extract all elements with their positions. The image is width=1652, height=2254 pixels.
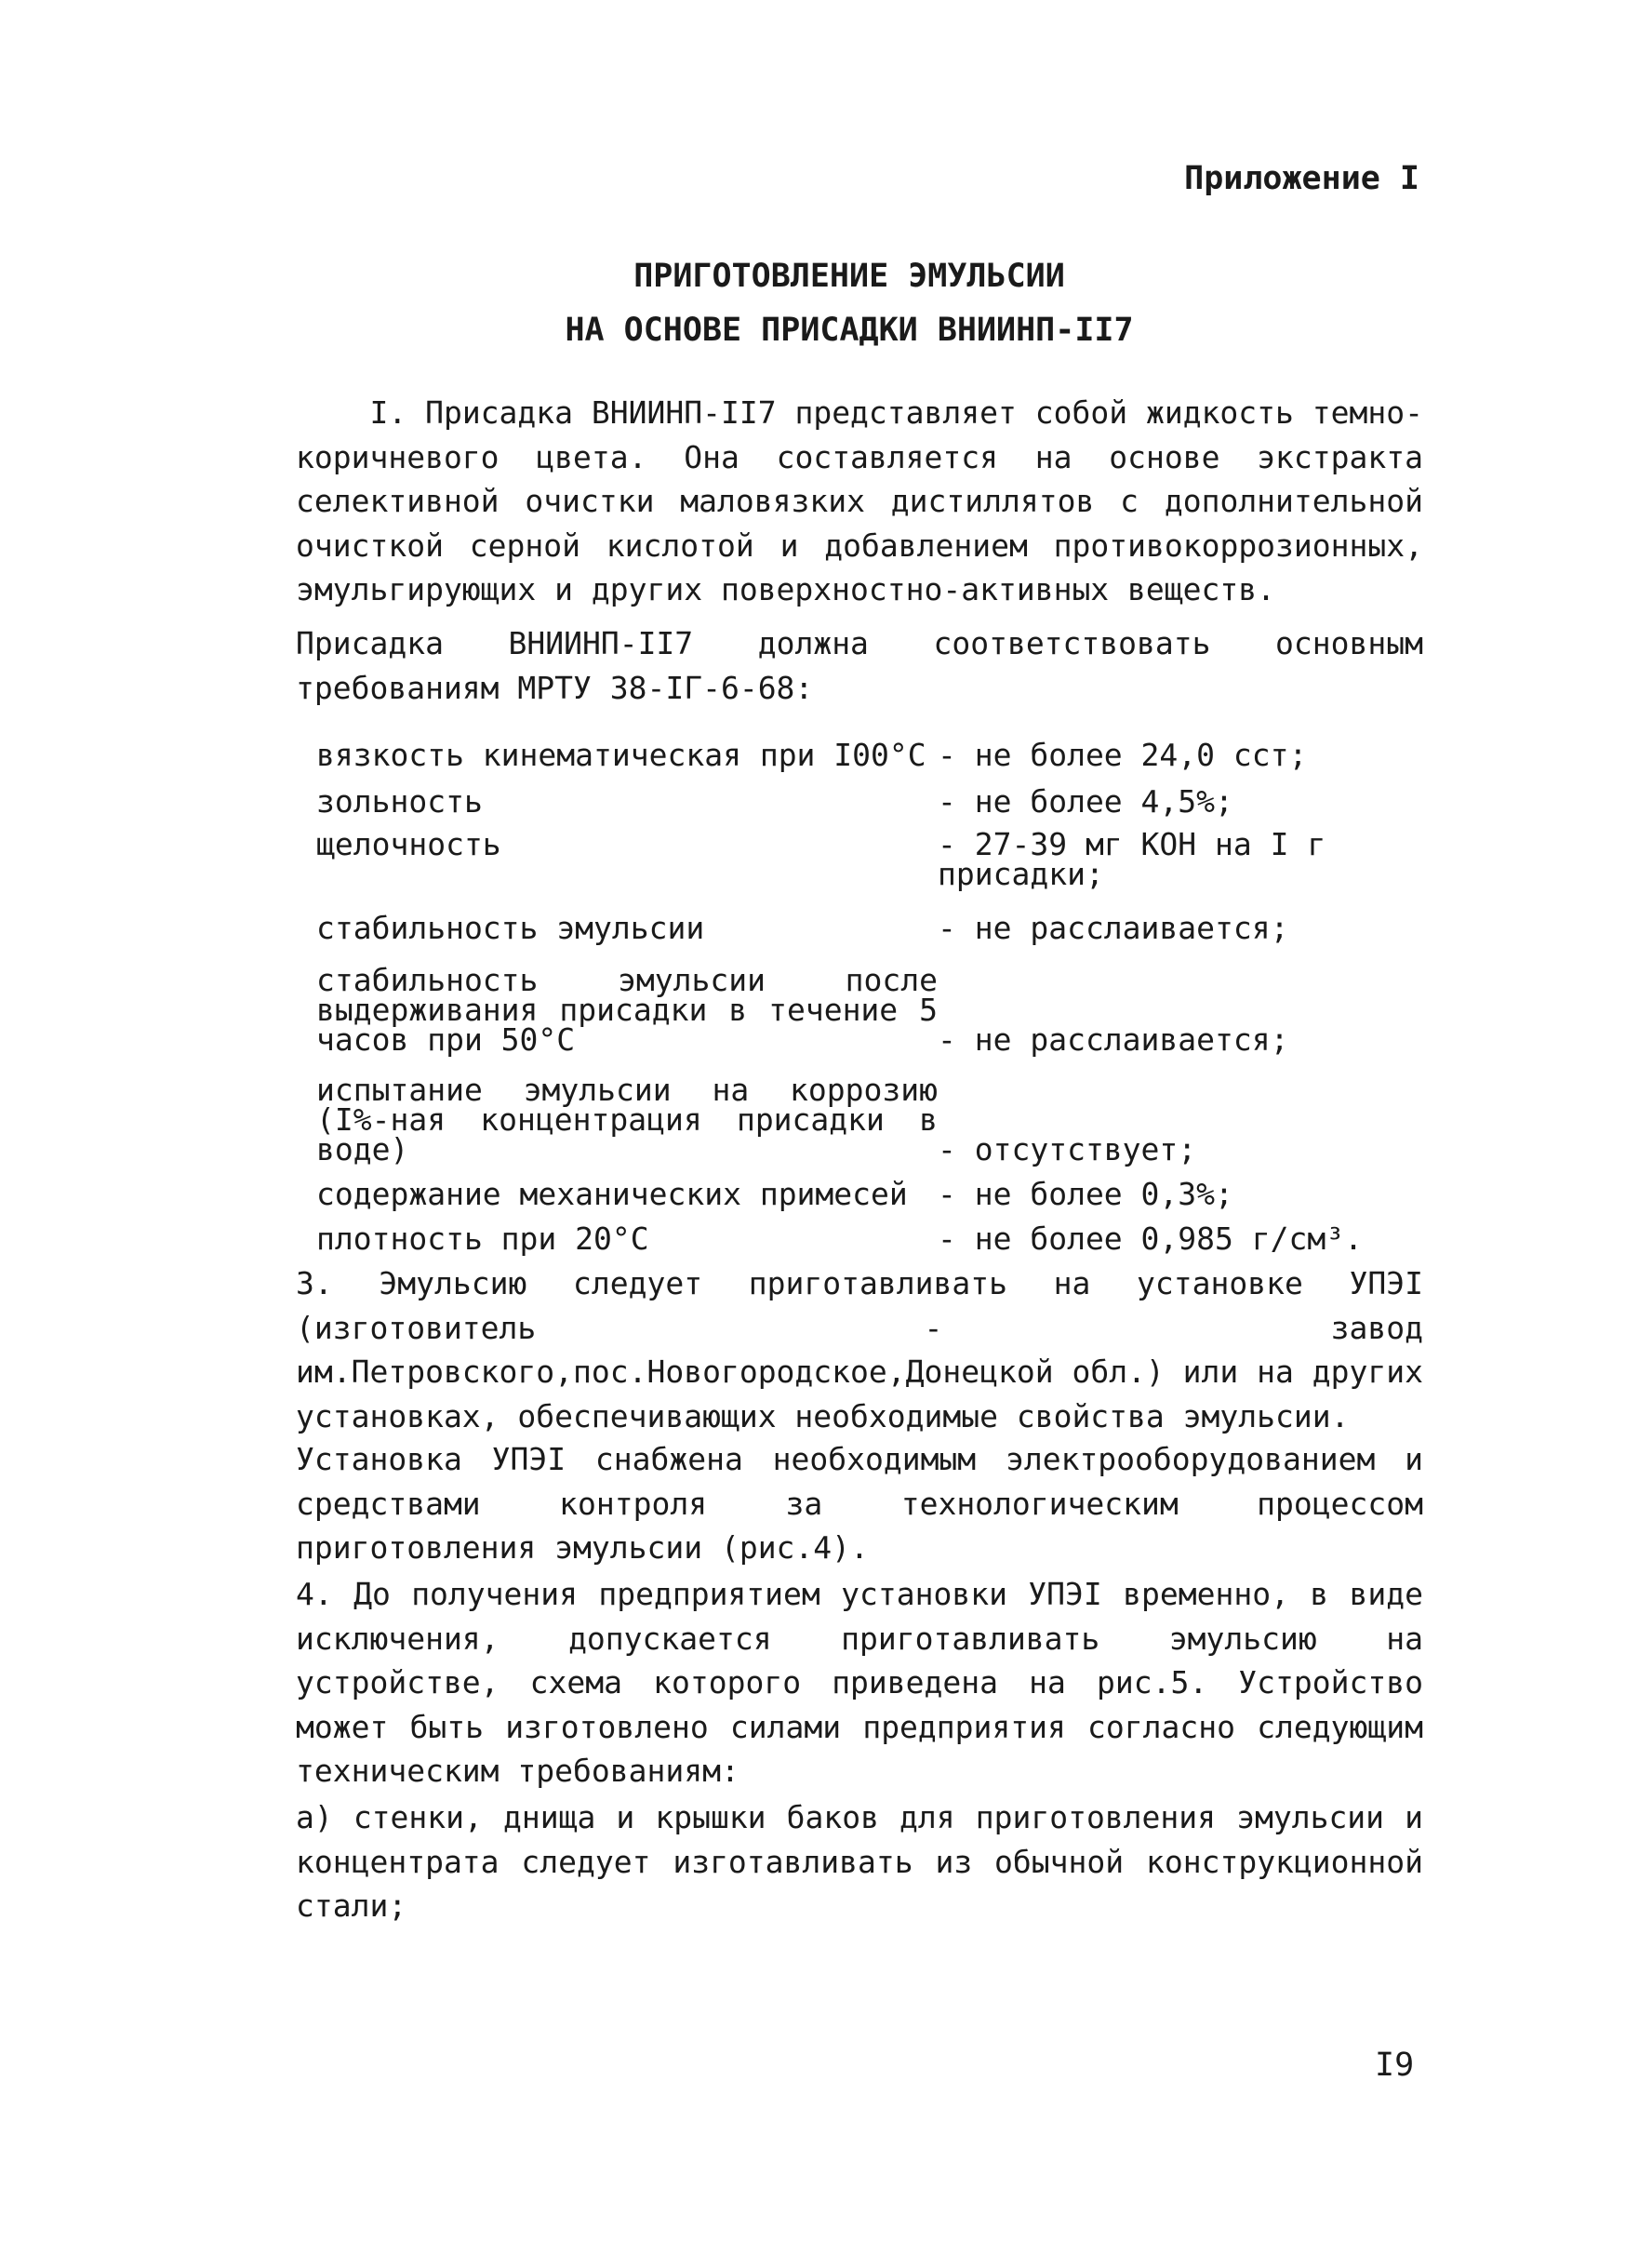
page-number: I9 (1375, 2047, 1415, 2084)
paragraph-5 (296, 1572, 1423, 1794)
property-row (316, 1055, 1414, 1165)
document-title (0, 249, 1652, 357)
property-row (316, 817, 1414, 899)
property-value: - не более 4,5%; (938, 783, 1233, 820)
paragraph-4 (296, 1437, 1423, 1570)
paragraph-2 (296, 621, 1423, 710)
property-row (316, 943, 1414, 1058)
paragraph-6-text: а) стенки, днища и крышки баков для приготовления эмульсии и концентрата следует изготавливать из обычной конструкционной стали; (296, 1799, 1423, 1924)
property-name: вязкость кинематическая при I00°C (316, 737, 926, 773)
property-name: щелочность (316, 826, 501, 862)
paragraph-2-text: Присадка ВНИИНП-II7 должна соответствовать основным требованиям МРТУ 38-IГ-6-68: (296, 625, 1423, 706)
property-name: содержание механических примесей (316, 1176, 908, 1212)
property-name: испытание эмульсии на коррозию (I%-ная концентрация присадки в воде) (316, 1072, 938, 1167)
property-name: стабильность эмульсии (316, 910, 705, 946)
paragraph-1 (296, 391, 1423, 612)
paragraph-5-text: 4. До получения предприятием установки УПЭI временно, в виде исключения, допускается приготавливать эмульсию на устройстве, схема которого приведена на рис.5. Устройство может быть изготовлено силами предприятия согласно следующим техническим требованиям: (296, 1576, 1423, 1789)
title-line-2: НА ОСНОВЕ ПРИСАДКИ ВНИИНП-II7 (565, 312, 1134, 349)
property-value: - отсутствует; (938, 1131, 1197, 1167)
paragraph-1-text: I. Присадка ВНИИНП-II7 представляет собой жидкость темно-коричневого цвета. Она составляется на основе экстракта селективной очистки маловязких дистиллятов с дополнительной очисткой серной кислотой и добавлением противокоррозионных, эмульгирующих и других поверхностно-активных веществ. (296, 394, 1423, 607)
title-line-1: ПРИГОТОВЛЕНИЕ ЭМУЛЬСИИ (633, 258, 1065, 295)
property-row (316, 899, 1414, 946)
property-value: - не более 0,985 г/см³. (938, 1220, 1363, 1257)
paragraph-6 (296, 1795, 1423, 1928)
property-value: - не более 24,0 сст; (938, 737, 1308, 773)
property-row (316, 770, 1414, 820)
property-name: зольность (316, 783, 483, 820)
property-row (316, 724, 1414, 773)
property-value: - не расслаивается; (938, 910, 1289, 946)
property-name: плотность при 20°C (316, 1220, 649, 1257)
property-row (316, 1165, 1414, 1212)
appendix-label: Приложение I (1184, 160, 1419, 197)
property-name: стабильность эмульсии после выдерживания присадки в течение 5 часов при 50°C (316, 962, 938, 1058)
property-value: - не расслаивается; (938, 1021, 1289, 1058)
paragraph-3-text: 3. Эмульсию следует приготавливать на установке УПЭI (изготовитель - завод им.Петровского,пос.Новогородское,Донецкой обл.) или на других установках, обеспечивающих необходимые свойства эмульсии. (296, 1265, 1423, 1434)
paragraph-3 (296, 1261, 1423, 1438)
paragraph-4-text: Установка УПЭI снабжена необходимым электрооборудованием и средствами контроля за технологическим процессом приготовления эмульсии (рис.4). (296, 1441, 1423, 1566)
properties-list (316, 724, 1414, 1257)
property-value: - не более 0,3%; (938, 1176, 1233, 1212)
property-row (316, 1209, 1414, 1257)
property-value: - 27-39 мг КОН на I г присадки; (938, 826, 1326, 892)
